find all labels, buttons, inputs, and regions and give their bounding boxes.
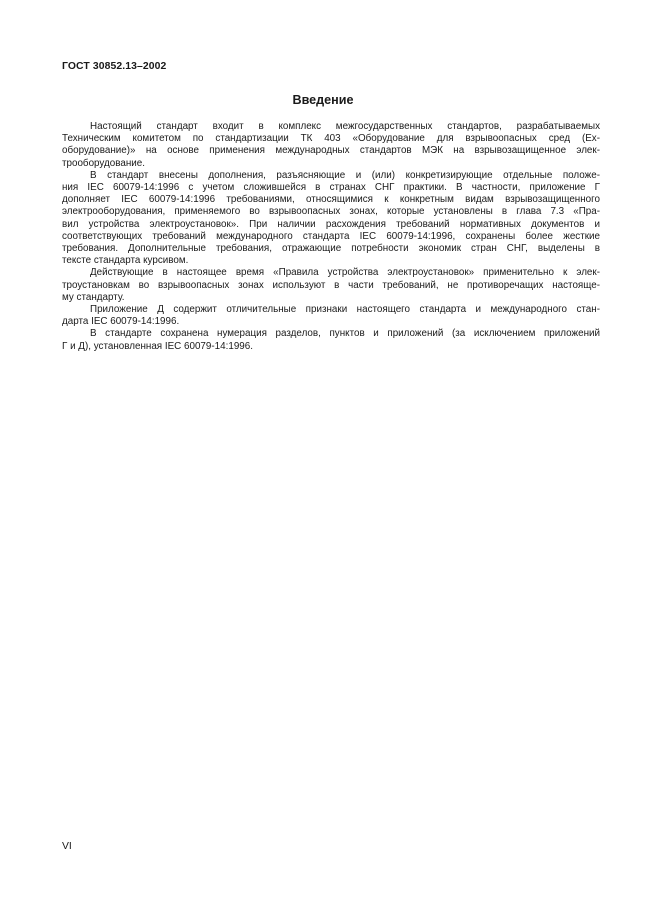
text-line: дарта IEC 60079-14:1996. (62, 316, 180, 328)
text-line: ния IEC 60079-14:1996 с учетом сложившейся в странах СНГ практики. В частности, приложение Г (62, 182, 600, 194)
text-line: троустановкам во взрывоопасных зонах используют в части требований, не противоречащих настояще- (62, 279, 600, 291)
text-line: тексте стандарта курсивом. (62, 255, 189, 267)
body-text (62, 121, 600, 353)
text-line: электрооборудования, применяемого во взрывоопасных зонах, которые установлены в глава 7.3 «Пра- (62, 206, 600, 218)
text-line: вил устройства электроустановок». При наличии расхождения требований нормативных документов и (62, 218, 600, 230)
text-line: В стандарт внесены дополнения, разъясняющие и (или) конкретизирующие отдельные положе- (90, 169, 600, 181)
text-line: му стандарту. (62, 291, 125, 303)
paragraph-2 (62, 170, 600, 268)
text-line: дополняет IEC 60079-14:1996 требованиями, относящимися к конкретным видам взрывозащищенного (62, 194, 600, 206)
paragraph-4 (62, 304, 600, 328)
text-line: трооборудование. (62, 157, 145, 169)
text-line: оборудование)» на основе применения международных стандартов МЭК на взрывозащищенное элек- (62, 145, 600, 157)
paragraph-3 (62, 267, 600, 304)
text-line: Настоящий стандарт входит в комплекс межгосударственных стандартов, разрабатываемых (90, 121, 600, 132)
text-line: В стандарте сохранена нумерация разделов, пунктов и приложений (за исключением приложений (90, 328, 600, 340)
text-line: Г и Д), установленная IEC 60079-14:1996. (62, 340, 253, 352)
document-header-id: ГОСТ 30852.13–2002 (62, 61, 167, 72)
text-line: Приложение Д содержит отличительные признаки настоящего стандарта и международного стан- (90, 304, 600, 316)
text-line: Техническим комитетом по стандартизации ТК 403 «Оборудование для взрывоопасных сред (Ех- (62, 133, 600, 145)
paragraph-5 (62, 328, 600, 352)
paragraph-1 (62, 121, 600, 170)
text-line: Действующие в настоящее время «Правила устройства электроустановок» применительно к элек- (90, 267, 600, 279)
page-number: VI (62, 841, 72, 852)
section-title: Введение (292, 93, 354, 107)
text-line: требования. Дополнительные требования, отражающие потребности экономик стран СНГ, выделены в (62, 243, 600, 255)
text-line: соответствующих требований международного стандарта IEC 60079-14:1996, сохранены более жесткие (62, 230, 600, 242)
